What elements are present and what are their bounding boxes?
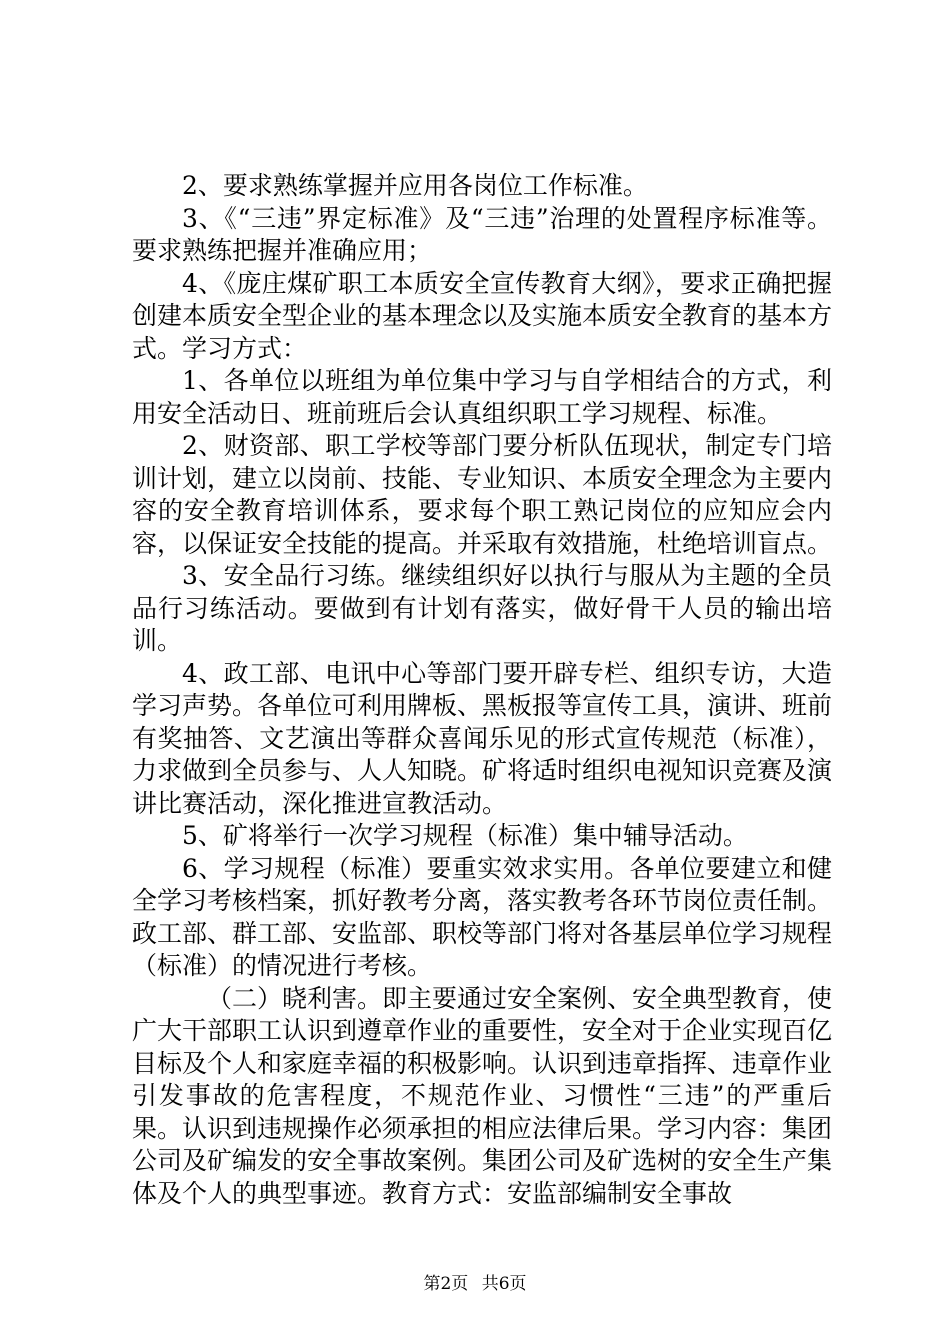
paragraph-know-consequences: （二）晓利害。即主要通过安全案例、安全典型教育，使广大干部职工认识到遵章作业的重要性，安全对于企业实现百亿目标及个人和家庭幸福的积极影响。认识到违章指挥、违章作业引发事故的危害程度，不规范作业、习惯性“三违”的严重后果。认识到违规操作必须承担的相应法律后果。学习内容：集团公司及矿编发的安全事故案例。集团公司及矿选树的安全生产集体及个人的典型事迹。教育方式：安监部编制安全事故 bbox=[132, 983, 833, 1208]
paragraph-three-violations: 3、《“三违”界定标准》及“三违”治理的处置程序标准等。要求熟练把握并准确应用； bbox=[132, 203, 832, 265]
paragraph-team-study: 1、各单位以班组为单位集中学习与自学相结合的方式，利用安全活动日、班前班后会认真组织职工学习规程、标准。 bbox=[132, 366, 832, 428]
page-number: 第2页 bbox=[423, 1274, 469, 1294]
page-total: 共6页 bbox=[481, 1274, 527, 1294]
paragraph-education-outline: 4、《庞庄煤矿职工本质安全宣传教育大纲》，要求正确把握创建本质安全型企业的基本理念以及实施本质安全教育的基本方式。学习方式： bbox=[132, 268, 833, 363]
paragraph-tutoring: 5、矿将举行一次学习规程（标准）集中辅导活动。 bbox=[182, 821, 748, 850]
paragraph-conduct-practice: 3、安全品行习练。继续组织好以执行与服从为主题的全员品行习练活动。要做到有计划有落实，做好骨干人员的输出培训。 bbox=[132, 561, 832, 655]
document-body bbox=[132, 170, 832, 1210]
paragraph-training-plan: 2、财资部、职工学校等部门要分析队伍现状，制定专门培训计划，建立以岗前、技能、专业知识、本质安全理念为主要内容的安全教育培训体系，要求每个职工熟记岗位的应知应会内容，以保证安全技能的提高。并采取有效措施，杜绝培训盲点。 bbox=[132, 431, 833, 558]
paragraph-standards: 2、要求熟练掌握并应用各岗位工作标准。 bbox=[182, 171, 648, 200]
page-footer bbox=[0, 1273, 950, 1295]
paragraph-publicity: 4、政工部、电讯中心等部门要开辟专栏、组织专访，大造学习声势。各单位可利用牌板、黑板报等宣传工具，演讲、班前有奖抽答、文艺演出等群众喜闻乐见的形式宣传规范（标准），力求做到全员参与、人人知晓。矿将适时组织电视知识竞赛及演讲比赛活动，深化推进宣教活动。 bbox=[132, 658, 833, 818]
paragraph-assessment: 6、学习规程（标准）要重实效求实用。各单位要建立和健全学习考核档案，抓好教考分离，落实教考各环节岗位责任制。政工部、群工部、安监部、职校等部门将对各基层单位学习规程（标准）的情况进行考核。 bbox=[132, 853, 833, 980]
